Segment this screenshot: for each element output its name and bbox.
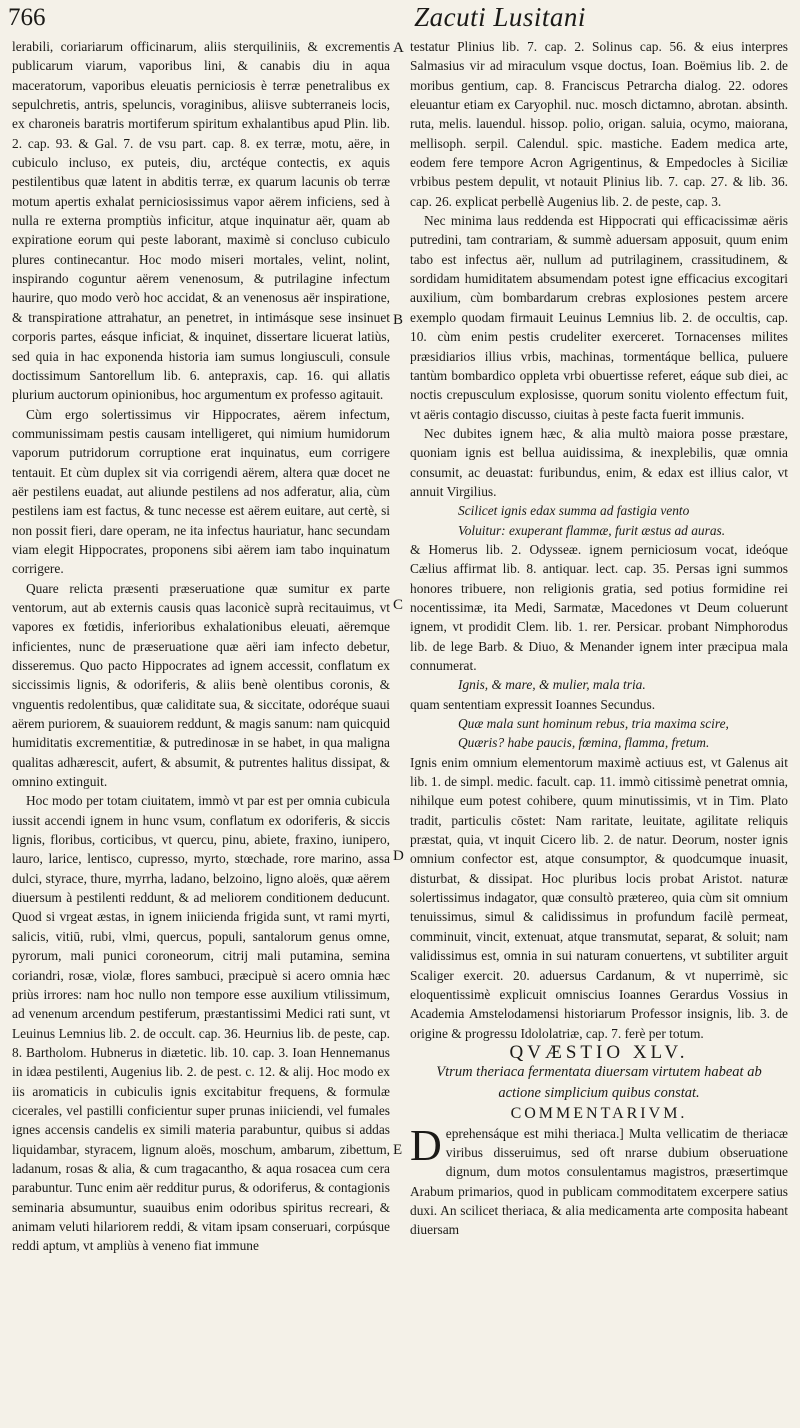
left-paragraph-2: Cùm ergo solertissimus vir Hippocrates, aërem infectum, communissimam pestis causam intelligeret, qui nimium humidorum vaporum putridorum corruptione erat inquinatus, eum corrigere tentauit. Et cùm duplex sit via corrigendi aërem, altera quæ docet ne aër pestilens euadat, aut aliunde pestilens ad nos adferatur, alia, cùm pestilens iam est factus, & tunc necesse est aërem euitare, aut certè, si non possit fieri, dare operam, ne ita infectus hauriatur, hanc secundam viam elegit Hippocrates, proponens sibi aërem iam tabo inquinatum corrigere. [12, 406, 390, 577]
commentary-text: eprehensáque est mihi theriaca.] Multa vellicatim de theriacæ viribus disseruimus, sed oft nrarse dubium obseruatione dignum, dum motos consulentamus magistros, præsertimque Arabum primarios, quod in publicam commoditatem excerpere satius duxi. An scilicet theriaca, & alia medicamenta arte composita habeant diuersam [410, 1125, 788, 1238]
question-subtitle: Vtrum theriaca fermentata diuersam virtutem habeat ab actione simplicium quibus constat. [436, 1064, 762, 1102]
margin-letter-b: B [393, 312, 404, 328]
verse-secundus [410, 714, 788, 753]
right-paragraph-5: quam sententiam expressit Ioannes Secundus. [410, 696, 656, 712]
verse-line: Ignis, & mare, & mulier, mala tria. [458, 677, 646, 693]
left-paragraph-4: Hoc modo per totam ciuitatem, immò vt par est per omnia cubicula iussit accendi ignem in hunc vsum, conflatum ex odoriferis, & siccis lignis, floribus, corticibus, vt quercu, pinu, abiete, fraxino, iunipero, lauro, larice, lentisco, cupresso, myrto, stœchade, rore marino, assa dulci, styrace, thure, myrrha, ladano, belzoino, ligno aloës, quæ aërem diuersum à pestilenti reddunt, & ad meliorem conditionem deducunt. Quod si vrgeat æstas, in ignem iniicienda frigida sunt, vt rami myrti, salicis, vitiū, rubi, vlmi, quercus, populi, santalorum genus omne, pyrorum, mali punici coroneorum, citrij mali putamina, semina coriandri, rosæ, violæ, flores sambuci, præcipuè si acero omnia hæc priùs irrores: nam hoc nullo non tempore esse auxilium vtilissimum, ad venenum arcendum pestiferum, præstantissimi Medici rati sunt, vt Leuinus Lemnius lib. 2. de occult. cap. 36. Heurnius lib. de peste, cap. 8. Bartholom. Hubnerus in diætetic. lib. 10. cap. 3. Ioan Hennemanus in idæa pestilenti, Augenius lib. 2. de pest. c. 12. & alij. Hoc modo ex iis aromaticis in cubiculis ignis excitabitur frequens, & formulæ cicerales, vel pastilli conficientur super prunas iniiciendi, vel fumales ignes accensis candelis ex simili materia parabuntur, quibus si addas liquidambar, styracem, lignum aloës, moschum, ambarum, zibettum, ladanum, rosas & alia, & cum tragacantho, & aqua rosacea cum cera parabuntur. Tunc enim aër redditur purus, & odoriferus, & contagionis seminaria absumuntur, suauibus enim odoribus spiritus recreari, & animam veluti hilariorem reddi, & vitam ipsam conseruari, corpúsque reddi aptum, vt ampliùs à veneno fiat immune [12, 793, 390, 1254]
margin-letter-d: D [393, 848, 404, 864]
verse-line: Voluitur: exuperant flammæ, furit æstus ad auras. [458, 522, 726, 538]
left-column [12, 37, 390, 1427]
margin-letter-c: C [393, 597, 404, 613]
margin-letter-a: A [393, 40, 404, 56]
commentary-paragraph [410, 1120, 788, 1240]
verse-line: Quæ mala sunt hominum rebus, tria maxima scire, [458, 716, 729, 732]
margin-letter-e: E [393, 1142, 403, 1158]
right-column [410, 37, 788, 1427]
verse-virgil [410, 501, 788, 540]
right-paragraph-6: Ignis enim omnium elementorum maximè actiuus est, vt Galenus ait lib. 1. de simpl. medic. facult. cap. 11. immò citissimè penetrat omnia, nihilque eum potest cohibere, quum minutissimis, vt in Tim. Plato tradit, particulis cōstet: Nam raritate, leuitate, agilitate reliquis præstat, quia, vt inquit Cicero lib. 2. de natur. Deorum, noster ignis omnium confector est, atque consumptor, & quodcumque inuasit, disturbat, & dissipat. Hoc pluribus locis probat Aristot. naturæ solertissimus indagator, quæ consultò prætereo, quia cùm sit omnium tenuissimus, simul & calidissimus in profundum facilè permeat, comminuit, vincit, extenuat, atque transmutat, separat, & soluit; nam validissimus est, omnia in sui naturam conuertens, vt subtiliter arguit Scaliger exercit. 20. aduersus Cardanum, & vt nuperrimè, sic eloquentissimè explicuit omniscius Ioannes Gerardus Vossius in Academia Amstelodamensi historiarum Professor insignis, lib. 3. de origine & progressu Idololatriæ, cap. 7. ferè per totum. [410, 754, 788, 1041]
right-paragraph-1: testatur Plinius lib. 7. cap. 2. Solinus cap. 56. & eius interpres Salmasius vir ad miraculum vsque doctus, Ioan. Boëmius lib. 2. de moribus gentium, cap. 8. Franciscus Petrarcha dialog. 22. odores eleuantur etiam ex Caryophil. nuc. mosch dictamno, abrotan. absinth. ruta, melis. lauendul. hissop. polio, origan. saluia, ocymo, maiorana, mellisoph. serpil. Calendul. spic. mastiche. Eadem medica arte, eodem fere tempore Acron Agrigentinus, & Empedocles à Siciliæ vrbibus pestem depulit, vt notauit Plinius lib. 7. cap. 27. & lib. 36. cap. 26. explicat perbellè Augenius lib. 2. de peste, cap. 3. [410, 39, 788, 209]
drop-cap: D [410, 1120, 442, 1170]
right-paragraph-4: & Homerus lib. 2. Odysseæ. ignem perniciosum vocat, ideóque Cælius affirmat lib. 8. antiquar. lect. cap. 35. Persas igni summos honores tribuere, non religionis gratia, sed potius formidine rei nocentissimæ, ita Medi, Sarmatæ, Macedones vt Deum coluerunt ignem, vt prodidit Clem. lib. 1. rer. Persicar. probant Nimphorodus lib. de lege Barb. & Diuo, & Menander ignem inter præcipua mala connumerat. [410, 541, 788, 673]
page-number: 766 [8, 4, 46, 31]
verse-line: Quæris? habe paucis, fœmina, flamma, fretum. [458, 735, 710, 751]
commentary-title: COMMENTARIVM. [510, 1105, 688, 1123]
question-title: QVÆSTIO XLV. [509, 1041, 689, 1063]
verse-proverb [410, 675, 788, 694]
running-title: Zacuti Lusitani [414, 2, 586, 32]
right-paragraph-2: Nec minima laus reddenda est Hippocrati qui efficacissimæ aëris putredini, tam contrariam, & summè aduersam apposuit, quum enim tabo est infectus aër, nullum ad putrilaginem, crassitudinem, & sordidam humiditatem absumendam potest igne efficacius excogitari auxilium, cùm bombardarum crebras explosiones pestem arcere exemplo quodam firmauit Leuinus Lemnius lib. 2. de occultis, cap. 10. cùm enim pestis crudeliter exerceret. Tornacenses milites præsidiarios illius vrbis, machinas, tormentáque bellica, puluere tantùm bombardico oppleta vrbi obuertisse referet, eáque sub diei, ac noctis crepusculum explosisse, quorum sonitu violento effectum fuit, vt aëris contagio discusso, ciuitas à peste facta fuerit immunis. [410, 213, 788, 422]
right-paragraph-3: Nec dubites ignem hæc, & alia multò maiora posse præstare, quoniam ignis est bellua auidissima, & inexplebilis, quæ omnia consumit, ac deuastat: furibundus, enim, & edax est illius calor, vt annuit Virgilius. [410, 425, 788, 499]
verse-line: Scilicet ignis edax summa ad fastigia vento [458, 503, 690, 519]
left-paragraph-1: lerabili, coriariarum officinarum, aliis sterquiliniis, & excrementis publicarum viarum, vaporibus lini, & canabis diu in aqua maceratorum, vaporibus eleuatis perniciosis è terræ penetralibus ex sepulchretis, antris, speluncis, voraginibus, aliisve subterraneis locis, ex charoneis baratris mortiferum spiritum exhalantibus apud Plin. lib. 2. cap. 93. & Gal. 7. de vsu part. cap. 8. ex terræ, motu, aëre, in cubiculo incluso, ex puteis, diu, arctéque contectis, ex aquis pestilentibus quæ latent in abditis terræ, ex quarum lacunis ob terræ motum apertis exhalat perniciosissimus vapor aërem inficiens, sed à nulla re externa promptiùs inficitur, atque inquinatur aër, quam ab expiratione eorum qui peste laborant, maximè si concluso cubiculo plures continecantur. Hoc modo miseri mortales, velint, nolint, inspirando coguntur aërem venenosum, & putrilagine infectum haurire, quo modo verò hoc accidat, & an venenosus aër inspiratione, & transpiratione attrahatur, an penetret, in intimásque sese insinuet corporis partes, eásque inficiat, & inquinet, dissertare licuerat latiùs, sed quia in hac exponenda historia iam sumus longiusculi, consule doctissimum Santorellum lib. 6. antepraxis, cap. 16. qui allatis plurium auctorum opinionibus, hoc argumentum ex professo agitauit. [12, 39, 390, 403]
left-paragraph-3: Quare relicta præsenti præseruatione quæ sumitur ex parte ventorum, aut ab externis causis quas laconicè suprà recitauimus, vt vapores ex fœtidis, inferioribus exhalationibus eleuati, aëremque inficientes, nunc de præseruatione quæ aëri iam infecto debetur, disseremus. Quo pacto Hippocrates ad ignem accessit, conflatum ex siccissimis lignis, & odoriferis, & aliis benè olentibus coronis, & vnguentis redolentibus, quæ caliditate sua, & siccitate, odoréque suaui aërem puriorem, & suauiorem reddunt, & magis sanum: nam quicquid humiditatis excrementitiæ, & putredinosæ in se habet, in qua maligna qualitas adhærescit, aufert, & absumit, & putrentes halitus dissipat, & omnino extinguit. [12, 580, 390, 790]
